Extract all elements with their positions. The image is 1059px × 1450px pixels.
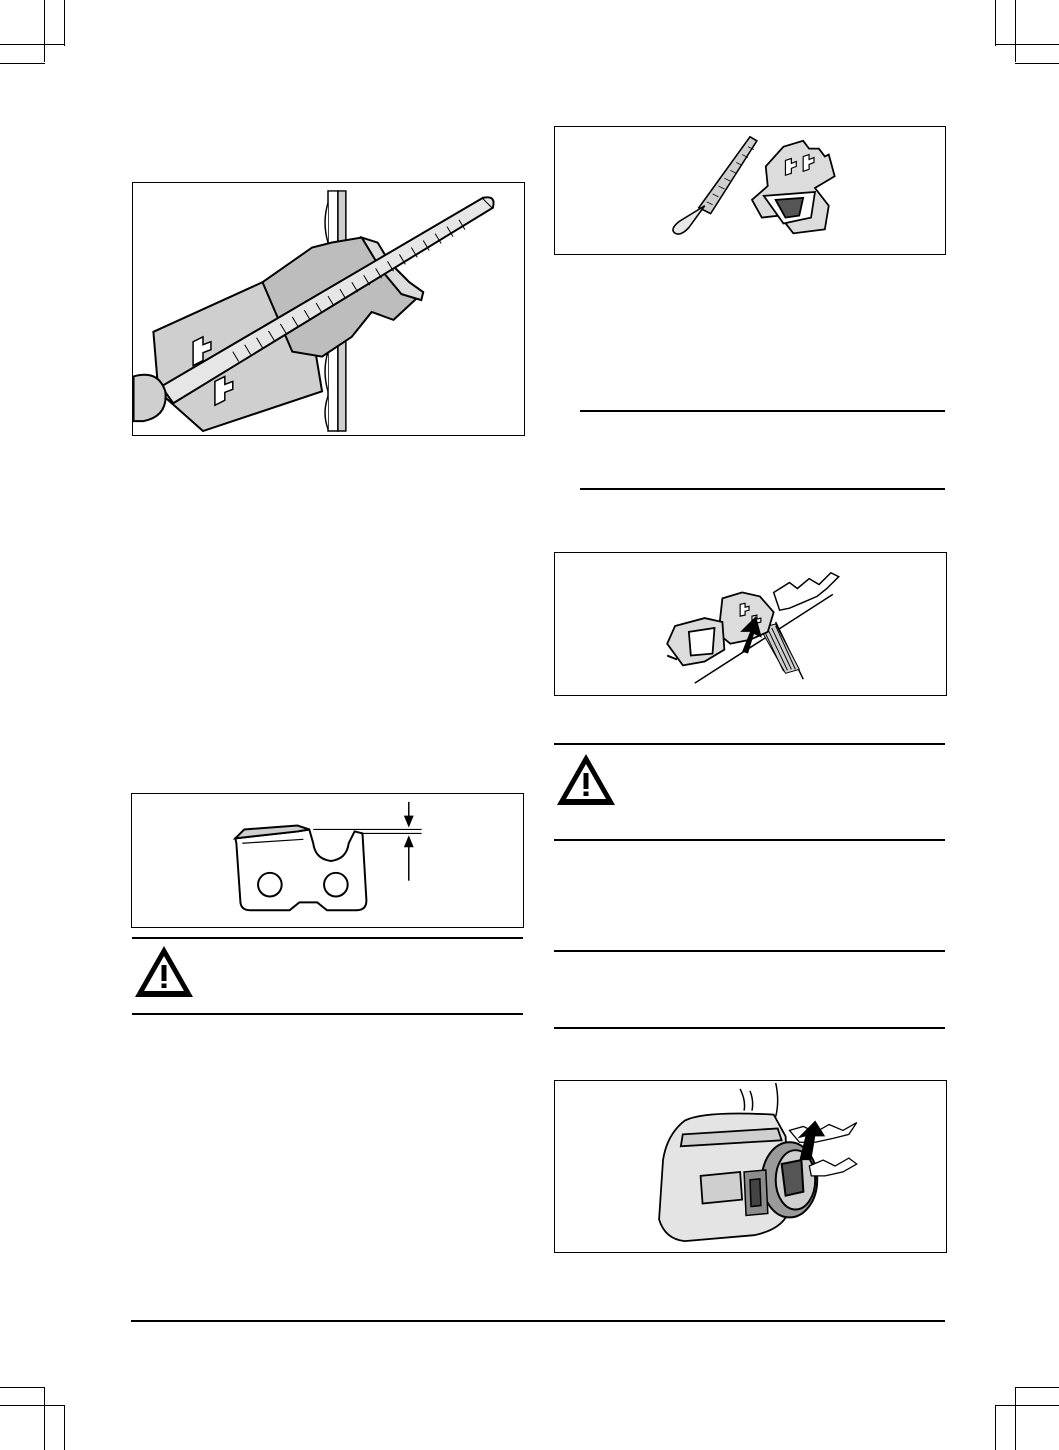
divider-rule	[132, 937, 523, 939]
divider-rule	[580, 410, 945, 412]
divider-rule	[554, 839, 945, 841]
depth-gauge-tool-on-bar-illustration	[555, 553, 946, 695]
footer-rule	[131, 1320, 945, 1322]
figure-chain-tensioner-knob	[554, 1080, 947, 1253]
file-in-filing-gauge-illustration	[133, 183, 524, 435]
divider-rule	[554, 950, 945, 952]
figure-file-gauge-on-chain	[132, 182, 525, 436]
figure-depth-gauge-on-bar	[554, 552, 947, 696]
chain-tension-knob-illustration	[555, 1081, 946, 1252]
file-and-depth-gauge-tool-illustration	[555, 127, 945, 254]
figure-cutter-depth-clearance	[131, 793, 524, 928]
warning-triangle-icon	[133, 944, 195, 999]
cutter-tooth-depth-clearance-illustration	[132, 794, 523, 927]
divider-rule	[554, 743, 945, 745]
warning-triangle-icon	[555, 752, 617, 807]
figure-file-and-depth-gauge	[554, 126, 946, 255]
divider-rule	[580, 488, 945, 490]
divider-rule	[554, 1027, 945, 1029]
divider-rule	[132, 1013, 523, 1015]
